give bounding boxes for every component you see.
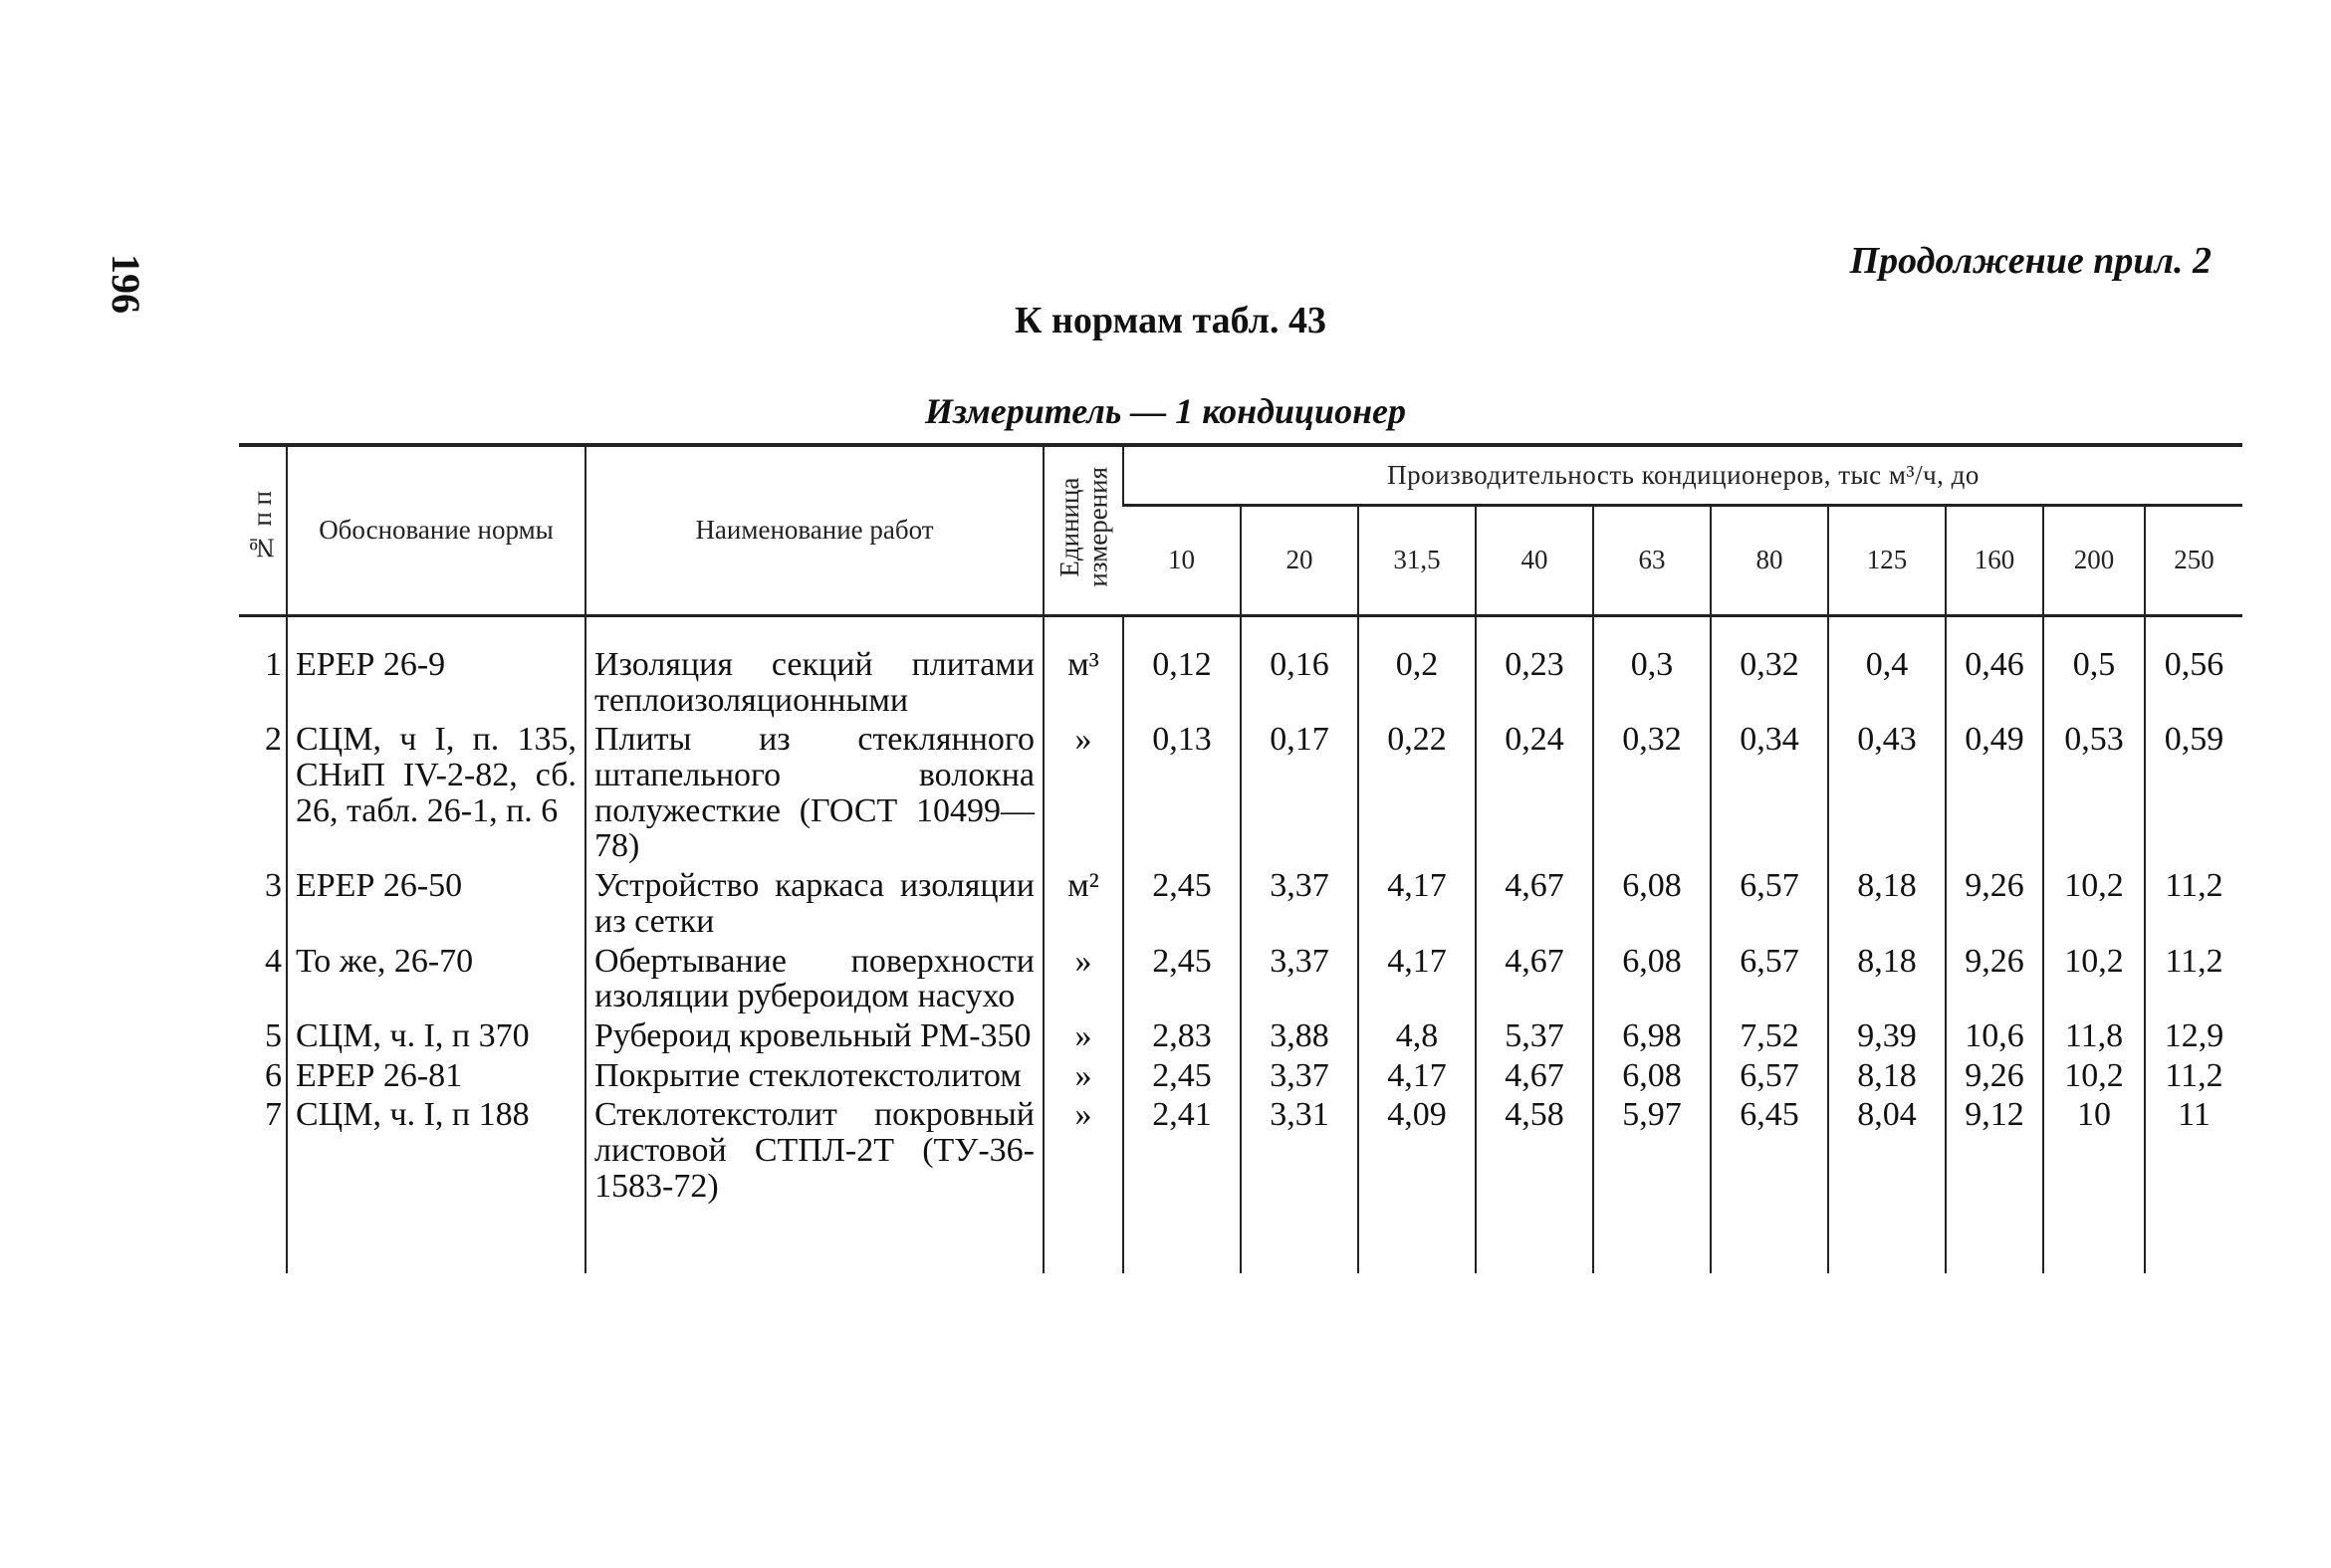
header-capacity-value: 200: [2043, 506, 2145, 616]
row-value: 0,13: [1123, 718, 1241, 864]
spacer-cell: [1044, 1204, 1123, 1273]
row-value: 10,6: [1946, 1014, 2043, 1054]
measure-unit: Измеритель — 1 кондиционер: [924, 391, 1407, 431]
row-work: Обертывание поверхности изоляции рубероидом насухо: [585, 940, 1044, 1014]
row-value: 4,17: [1358, 940, 1476, 1014]
row-value: 0,4: [1828, 616, 1946, 719]
row-value: 10,2: [2043, 1054, 2145, 1094]
header-unit: Единица измерения: [1044, 445, 1123, 616]
row-value: 6,57: [1711, 864, 1828, 939]
table-row: [239, 616, 2242, 719]
row-value: 9,26: [1946, 1054, 2043, 1094]
row-basis: ЕРЕР 26-50: [287, 864, 585, 939]
row-value: 11: [2145, 1093, 2242, 1204]
row-value: 4,17: [1358, 864, 1476, 939]
row-unit: »: [1044, 1054, 1123, 1094]
row-value: 2,83: [1123, 1014, 1241, 1054]
row-value: 9,26: [1946, 940, 2043, 1014]
row-value: 0,24: [1476, 718, 1593, 864]
row-number: 3: [265, 867, 282, 905]
row-value: 0,49: [1946, 718, 2043, 864]
spacer-cell: [2043, 1204, 2145, 1273]
header-basis: Обоснование нормы: [287, 445, 585, 616]
row-value: 8,18: [1828, 1054, 1946, 1094]
row-basis: То же, 26-70: [287, 940, 585, 1014]
row-value: 10,2: [2043, 864, 2145, 939]
row-value: 0,32: [1593, 718, 1711, 864]
row-value: 2,45: [1123, 940, 1241, 1014]
row-value: 3,31: [1241, 1093, 1358, 1204]
row-basis: ЕРЕР 26-9: [287, 616, 585, 719]
row-value: 0,22: [1358, 718, 1476, 864]
row-value: 11,2: [2145, 940, 2242, 1014]
row-value: 3,37: [1241, 1054, 1358, 1094]
spacer-cell: [239, 1204, 287, 1273]
row-value: 2,41: [1123, 1093, 1241, 1204]
row-unit: »: [1044, 1014, 1123, 1054]
spacer-cell: [585, 1204, 1044, 1273]
spacer-cell: [1358, 1204, 1476, 1273]
row-value: 8,04: [1828, 1093, 1946, 1204]
row-value: 0,53: [2043, 718, 2145, 864]
row-number: 4: [265, 942, 282, 980]
row-value: 6,98: [1593, 1014, 1711, 1054]
row-value: 4,58: [1476, 1093, 1593, 1204]
table-spacer-row: [239, 1204, 2242, 1273]
row-value: 6,57: [1711, 940, 1828, 1014]
norms-table: [239, 443, 2242, 1273]
row-value: 8,18: [1828, 940, 1946, 1014]
row-value: 12,9: [2145, 1014, 2242, 1054]
row-unit: м²: [1044, 864, 1123, 939]
row-value: 9,39: [1828, 1014, 1946, 1054]
row-value: 0,23: [1476, 616, 1593, 719]
row-work: Покрытие стеклотекстолитом: [585, 1054, 1044, 1094]
row-value: 0,16: [1241, 616, 1358, 719]
row-value: 6,57: [1711, 1054, 1828, 1094]
spacer-cell: [1946, 1204, 2043, 1273]
table-row: [239, 1093, 2242, 1204]
row-unit: м³: [1044, 616, 1123, 719]
header-capacity-value: 20: [1241, 506, 1358, 616]
row-basis: СЦМ, ч I, п. 135, СНиП IV-2-82, сб. 26, табл. 26-1, п. 6: [287, 718, 585, 864]
header-capacity-value: 40: [1476, 506, 1593, 616]
header-capacity-value: 160: [1946, 506, 2043, 616]
page-number: 196: [104, 254, 148, 314]
row-value: 5,37: [1476, 1014, 1593, 1054]
row-number: 5: [265, 1016, 282, 1054]
row-value: 4,09: [1358, 1093, 1476, 1204]
spacer-cell: [1711, 1204, 1828, 1273]
row-value: 11,8: [2043, 1014, 2145, 1054]
table-row: [239, 940, 2242, 1014]
spacer-cell: [1476, 1204, 1593, 1273]
row-value: 4,67: [1476, 1054, 1593, 1094]
row-value: 6,08: [1593, 1054, 1711, 1094]
row-work: Плиты из стеклянного штапельного волокна полужесткие (ГОСТ 10499—78): [585, 718, 1044, 864]
row-value: 0,34: [1711, 718, 1828, 864]
spacer-cell: [1123, 1204, 1241, 1273]
row-unit: »: [1044, 1093, 1123, 1204]
header-capacity: Производительность кондиционеров, тыс м³/ч, до: [1123, 445, 2242, 506]
table-row: [239, 718, 2242, 864]
table-body: [239, 616, 2242, 1274]
row-value: 4,17: [1358, 1054, 1476, 1094]
row-value: 4,8: [1358, 1014, 1476, 1054]
row-basis: ЕРЕР 26-81: [287, 1054, 585, 1094]
header-capacity-value: 250: [2145, 506, 2242, 616]
row-unit: »: [1044, 940, 1123, 1014]
row-value: 0,2: [1358, 616, 1476, 719]
table-row: [239, 1054, 2242, 1094]
header-capacity-value: 63: [1593, 506, 1711, 616]
header-capacity-value: 31,5: [1358, 506, 1476, 616]
row-work: Стеклотекстолит покровный листовой СТПЛ-2Т (ТУ-36-1583-72): [585, 1093, 1044, 1204]
row-number: 7: [265, 1096, 282, 1134]
header-work: Наименование работ: [585, 445, 1044, 616]
row-value: 0,59: [2145, 718, 2242, 864]
row-number: 1: [265, 646, 282, 683]
row-value: 6,08: [1593, 940, 1711, 1014]
row-value: 0,56: [2145, 616, 2242, 719]
row-value: 0,43: [1828, 718, 1946, 864]
row-value: 10: [2043, 1093, 2145, 1204]
header-capacity-value: 125: [1828, 506, 1946, 616]
row-unit: »: [1044, 718, 1123, 864]
row-work: Изоляция секций плитами теплоизоляционными: [585, 616, 1044, 719]
row-value: 2,45: [1123, 864, 1241, 939]
spacer-cell: [2145, 1204, 2242, 1273]
row-basis: СЦМ, ч. I, п 188: [287, 1093, 585, 1204]
row-value: 9,26: [1946, 864, 2043, 939]
row-value: 0,5: [2043, 616, 2145, 719]
spacer-cell: [1828, 1204, 1946, 1273]
row-value: 3,37: [1241, 940, 1358, 1014]
continuation-note: Продолжение прил. 2: [1849, 240, 2212, 282]
header-capacity-value: 10: [1123, 506, 1241, 616]
row-value: 3,37: [1241, 864, 1358, 939]
row-value: 7,52: [1711, 1014, 1828, 1054]
row-basis: СЦМ, ч. I, п 370: [287, 1014, 585, 1054]
table-row: [239, 1014, 2242, 1054]
row-value: 0,32: [1711, 616, 1828, 719]
section-title: К нормам табл. 43: [1014, 300, 1327, 341]
row-number: 6: [265, 1056, 282, 1094]
row-value: 0,17: [1241, 718, 1358, 864]
row-value: 4,67: [1476, 940, 1593, 1014]
row-value: 8,18: [1828, 864, 1946, 939]
row-value: 4,67: [1476, 864, 1593, 939]
table-row: [239, 864, 2242, 939]
row-value: 0,12: [1123, 616, 1241, 719]
row-value: 5,97: [1593, 1093, 1711, 1204]
row-work: Рубероид кровельный РМ-350: [585, 1014, 1044, 1054]
row-value: 6,45: [1711, 1093, 1828, 1204]
row-value: 10,2: [2043, 940, 2145, 1014]
row-value: 9,12: [1946, 1093, 2043, 1204]
row-value: 2,45: [1123, 1054, 1241, 1094]
row-number: 2: [265, 721, 282, 759]
row-value: 0,46: [1946, 616, 2043, 719]
header-number: № п п: [239, 445, 287, 616]
row-value: 11,2: [2145, 864, 2242, 939]
row-value: 0,3: [1593, 616, 1711, 719]
spacer-cell: [287, 1204, 585, 1273]
row-value: 3,88: [1241, 1014, 1358, 1054]
spacer-cell: [1593, 1204, 1711, 1273]
row-work: Устройство каркаса изоляции из сетки: [585, 864, 1044, 939]
spacer-cell: [1241, 1204, 1358, 1273]
row-value: 6,08: [1593, 864, 1711, 939]
row-value: 11,2: [2145, 1054, 2242, 1094]
table-header: [239, 445, 2242, 616]
header-capacity-value: 80: [1711, 506, 1828, 616]
